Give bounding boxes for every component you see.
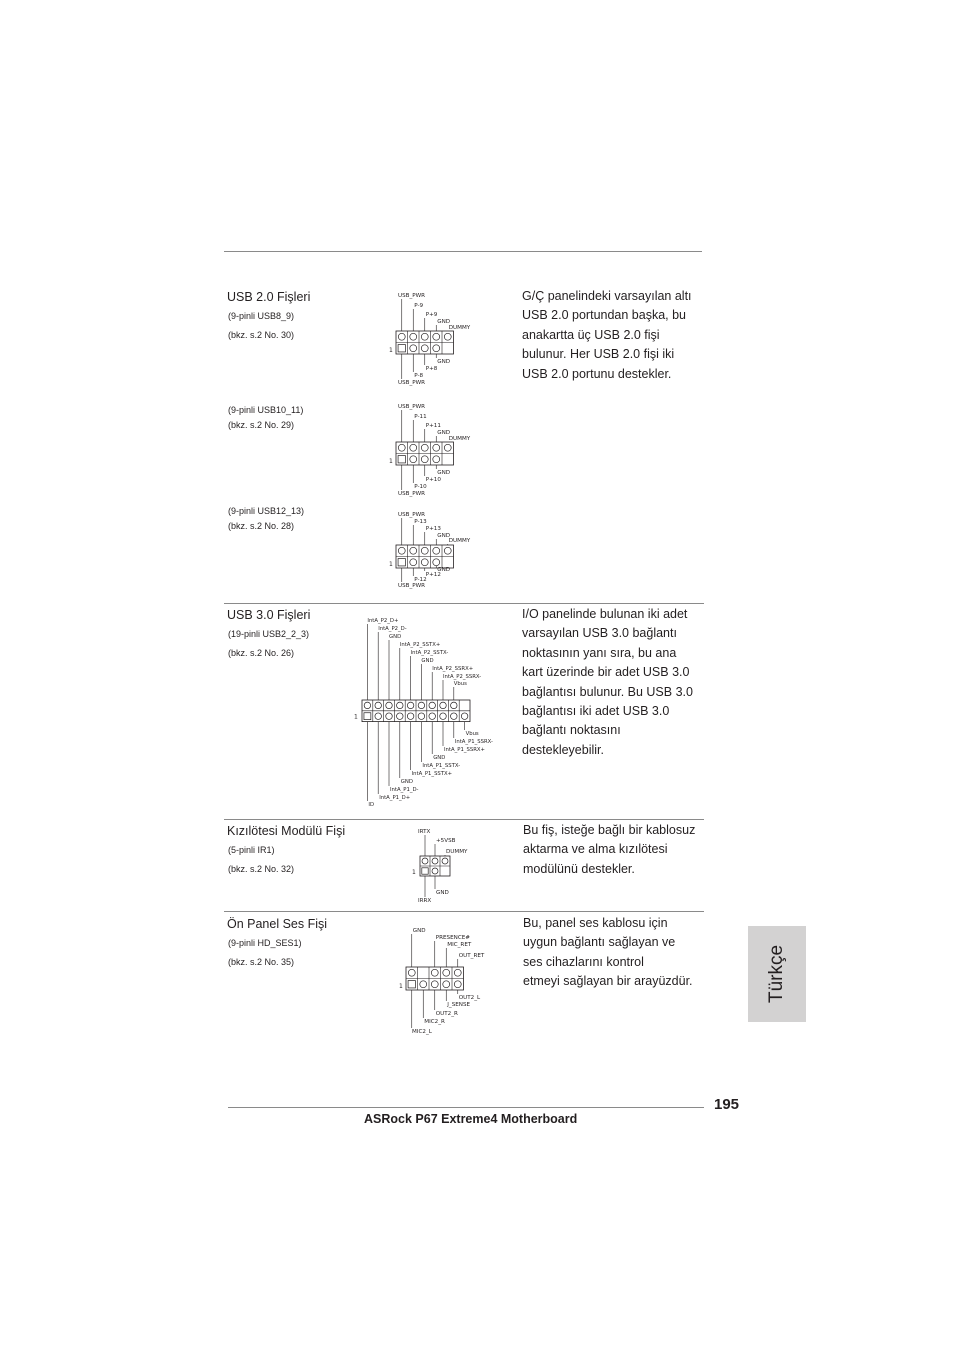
pin-label: IRTX: [418, 829, 431, 835]
pin-label: Vbus: [453, 681, 467, 687]
pin: [429, 702, 435, 708]
language-side-tab: [748, 926, 806, 1022]
ir-header-diagram: [410, 826, 480, 906]
usb20-header-diagram-3: [388, 509, 478, 597]
pin-label: USB_PWR: [398, 512, 426, 518]
connector-subtitle: (9-pinli HD_SES1): [228, 938, 302, 948]
pin: [454, 981, 461, 988]
pin: [421, 456, 428, 463]
pin-label: PRESENCE#: [435, 935, 470, 941]
connector-subtitle: (5-pinli IR1): [228, 845, 275, 855]
pin: [433, 345, 440, 352]
pin-label: IntA_P1_D+: [379, 795, 411, 801]
pin: [410, 345, 417, 352]
pin-label: P-13: [414, 519, 427, 525]
section-title-usb30: USB 3.0 Fişleri: [227, 608, 311, 622]
pin-label: P-10: [414, 484, 427, 490]
body-line: uygun bağlantı sağlayan ve: [523, 935, 676, 950]
body-line: kart üzerinde bir adet USB 3.0: [522, 665, 690, 680]
pin: [421, 559, 428, 566]
pin: [421, 547, 428, 554]
pin: [444, 444, 451, 451]
pin-1-label: 1: [412, 869, 416, 876]
pin-label: OUT_RET: [458, 953, 485, 959]
section-title-ir: Kızılötesi Modülü Fişi: [227, 824, 346, 838]
body-line: bağlantısı bulunur. Bu USB 3.0: [522, 684, 693, 699]
pin: [433, 547, 440, 554]
pin: [431, 969, 438, 976]
pin-label: MIC2_R: [424, 1019, 445, 1025]
pin-label: IntA_P2_SSTX-: [410, 650, 449, 656]
pin-1: [398, 559, 405, 566]
pin: [451, 713, 457, 719]
pin: [398, 444, 405, 451]
body-line: bulunur. Her USB 2.0 fişi iki: [522, 347, 675, 362]
body-line: etmeyi sağlayan bir arayüzdür.: [523, 974, 693, 989]
pin-1: [364, 713, 371, 720]
section-title-usb20: USB 2.0 Fişleri: [227, 290, 311, 304]
page-number: 195: [714, 1096, 740, 1113]
pin-label: Vbus: [465, 731, 479, 737]
pin-label: P+11: [425, 423, 441, 429]
pin-1: [408, 981, 415, 988]
usb20-header-diagram-1: [388, 290, 478, 388]
pin-label: OUT2_L: [458, 995, 481, 1001]
connector-ref: (bkz. s.2 No. 30): [228, 330, 295, 340]
pin-label: GND: [437, 430, 451, 436]
pin: [431, 981, 438, 988]
pin: [422, 858, 428, 864]
pin-label: P-12: [414, 577, 427, 583]
pin-label: MIC2_L: [412, 1029, 432, 1035]
pin-1-label: 1: [354, 713, 358, 721]
pin: [364, 702, 370, 708]
pin: [451, 702, 457, 708]
pin-label: P+13: [425, 526, 441, 532]
pin-label: DUMMY: [448, 436, 471, 442]
pin: [410, 547, 417, 554]
pin: [444, 333, 451, 340]
section-divider: [224, 819, 704, 820]
connector-subtitle: (9-pinli USB10_11): [228, 405, 304, 415]
pin: [433, 444, 440, 451]
pin-label: GND: [437, 567, 451, 573]
pin-label: GND: [400, 779, 413, 785]
pin-1: [422, 868, 428, 874]
connector-subtitle: (9-pinli USB8_9): [228, 311, 295, 321]
pin-label: P+9: [425, 312, 438, 318]
pin-label: P+10: [425, 477, 441, 483]
pin-label: GND: [437, 533, 451, 539]
pin-label: IntA_P2_SSRX+: [432, 666, 474, 672]
section-body-usb20: [522, 287, 712, 384]
pin-label: P+8: [425, 366, 438, 372]
body-line: G/Ç panelindeki varsayılan altı: [522, 289, 692, 303]
pin: [386, 713, 392, 719]
pin: [407, 713, 413, 719]
pin: [461, 713, 467, 719]
pin-1: [398, 456, 405, 463]
pin: [397, 713, 403, 719]
connector-subtitle: (19-pinli USB2_2_3): [228, 629, 310, 639]
pin-label: J_SENSE: [447, 1002, 471, 1008]
pin: [410, 456, 417, 463]
pin-label: USB_PWR: [398, 491, 426, 497]
pin: [418, 702, 424, 708]
pin: [410, 444, 417, 451]
pin-label: GND: [421, 658, 434, 664]
pin: [410, 333, 417, 340]
pin-label: IntA_P1_SSRX+: [444, 747, 485, 753]
section-body-usb30: [522, 605, 712, 760]
body-line: USB 2.0 portundan başka, bu: [522, 308, 687, 323]
pin-label: GND: [437, 319, 451, 325]
pin: [442, 858, 448, 864]
pin: [429, 713, 435, 719]
usb30-header-diagram: [354, 614, 494, 810]
pin: [432, 858, 438, 864]
pin-label: GND: [436, 890, 449, 896]
section-title-audio: Ön Panel Ses Fişi: [227, 917, 328, 931]
pin-1-label: 1: [389, 458, 393, 465]
pin-label: GND: [437, 359, 451, 365]
section-body-audio: [523, 914, 713, 992]
pin-label: DUMMY: [448, 538, 471, 544]
pin: [440, 702, 446, 708]
pin: [421, 345, 428, 352]
pin: [398, 547, 405, 554]
pin-label: USB_PWR: [398, 380, 426, 386]
pin: [433, 333, 440, 340]
pin-label: DUMMY: [448, 325, 471, 331]
pin-label: GND: [412, 928, 426, 934]
pin: [420, 981, 427, 988]
audio-header-diagram: [398, 924, 490, 1036]
pin-label: OUT2_R: [435, 1011, 458, 1017]
pin: [433, 456, 440, 463]
footer-rule: [228, 1107, 704, 1108]
pin-label: P-11: [414, 414, 427, 420]
body-line: modülünü destekler.: [523, 861, 635, 876]
pin-label: P-8: [414, 373, 424, 379]
pin-label: IntA_P2_SSTX+: [399, 642, 441, 648]
pin: [421, 444, 428, 451]
top-rule: [224, 251, 702, 252]
connector-ref: (bkz. s.2 No. 28): [228, 521, 295, 531]
pin-label: USB_PWR: [398, 404, 426, 410]
language-label: Türkçe: [766, 944, 787, 1004]
pin: [397, 702, 403, 708]
pin-label: IntA_P1_D-: [390, 787, 419, 793]
pin: [418, 713, 424, 719]
pin-label: MIC_RET: [447, 942, 472, 948]
pin-label: GND: [437, 470, 451, 476]
section-divider: [224, 911, 704, 912]
body-line: I/O panelinde bulunan iki adet: [522, 607, 688, 621]
pin-1-label: 1: [389, 561, 393, 568]
connector-subtitle: (9-pinli USB12_13): [228, 506, 305, 516]
body-line: destekleyebilir.: [522, 742, 604, 757]
pin-1-label: 1: [389, 347, 393, 354]
pin-label: USB_PWR: [398, 583, 426, 589]
pin: [433, 559, 440, 566]
pin: [454, 969, 461, 976]
body-line: bağlantı noktasını: [522, 723, 621, 738]
body-line: varsayılan USB 3.0 bağlantı: [522, 626, 677, 641]
section-divider: [224, 603, 704, 604]
body-line: USB 2.0 portunu destekler.: [522, 366, 672, 381]
connector-ref: (bkz. s.2 No. 29): [228, 420, 295, 430]
pin-1-label: 1: [399, 983, 403, 990]
section-body-ir: [523, 821, 713, 879]
pin: [375, 702, 381, 708]
pin: [443, 969, 450, 976]
pin-label: IntA_P1_SSTX+: [411, 771, 453, 777]
pin: [444, 547, 451, 554]
pin-label: IntA_P1_SSRX-: [454, 739, 493, 745]
pin-label: GND: [389, 634, 402, 640]
pin-label: +5VSB: [436, 838, 456, 844]
pin-label: USB_PWR: [398, 293, 426, 299]
pin: [443, 981, 450, 988]
pin: [375, 713, 381, 719]
connector-ref: (bkz. s.2 No. 26): [228, 648, 295, 658]
pin-label: P-9: [414, 303, 424, 309]
pin: [386, 702, 392, 708]
pin: [432, 868, 438, 874]
pin: [398, 333, 405, 340]
pin: [408, 969, 415, 976]
pin: [421, 333, 428, 340]
body-line: ses cihazlarını kontrol: [523, 954, 644, 969]
usb20-header-diagram-2: [388, 401, 478, 499]
pin: [440, 713, 446, 719]
footer-product: ASRock P67 Extreme4 Motherboard: [364, 1112, 578, 1126]
connector-ref: (bkz. s.2 No. 35): [228, 957, 295, 967]
body-line: anakartta üç USB 2.0 fişi: [522, 327, 660, 342]
body-line: noktasının yanı sıra, bu ana: [522, 645, 677, 660]
pin-label: IntA_P2_SSRX-: [443, 674, 482, 680]
pin: [410, 559, 417, 566]
pin-label: P+12: [425, 572, 441, 578]
pin-label: IntA_P2_D-: [378, 626, 407, 632]
pin-label: IntA_P1_SSTX-: [422, 763, 461, 769]
body-line: aktarma ve alma kızılötesi: [523, 842, 668, 857]
pin-label: IntA_P2_D+: [367, 618, 399, 624]
body-line: Bu, panel ses kablosu için: [523, 916, 668, 930]
pin-label: ID: [368, 802, 375, 808]
body-line: Bu fiş, isteğe bağlı bir kablosuz: [523, 823, 696, 837]
pin: [407, 702, 413, 708]
pin-label: DUMMY: [446, 849, 468, 855]
pin-label: IRRX: [418, 898, 432, 904]
pin-1: [398, 345, 405, 352]
pin-label: GND: [433, 755, 446, 761]
body-line: bağlantısı iki adet USB 3.0: [522, 704, 670, 719]
connector-ref: (bkz. s.2 No. 32): [228, 864, 295, 874]
